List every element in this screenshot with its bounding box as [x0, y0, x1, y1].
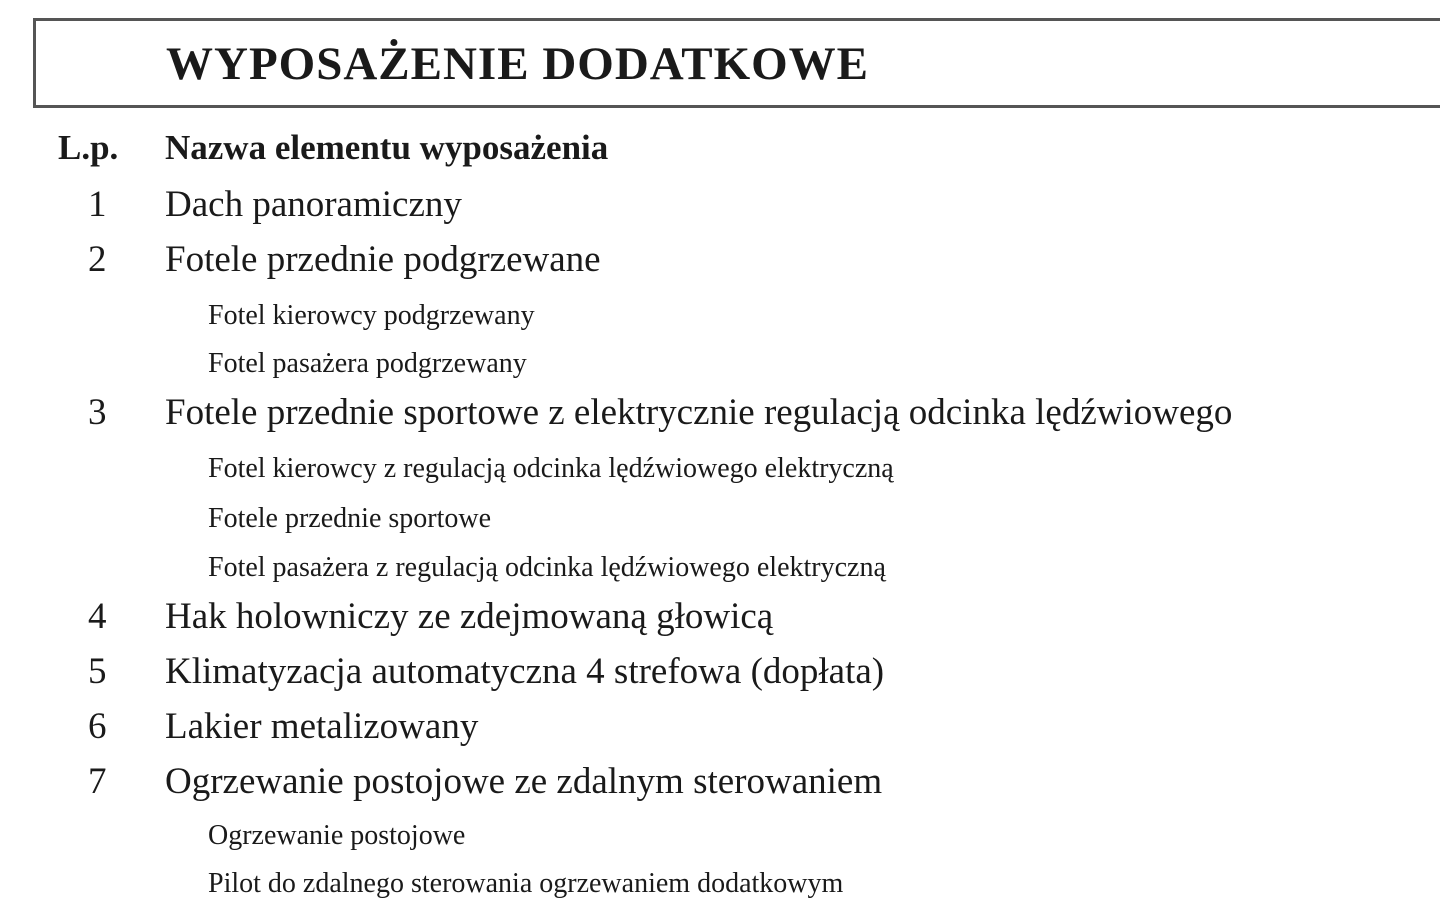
sub-item: Fotele przednie sportowe [208, 503, 492, 534]
item-name: Lakier metalizowany [165, 706, 479, 747]
header-name: Nazwa elementu wyposażenia [165, 128, 609, 167]
sub-item: Fotel kierowcy podgrzewany [208, 300, 535, 331]
sub-item: Fotel pasażera podgrzewany [208, 348, 527, 379]
title-box [33, 18, 1440, 108]
sub-item: Fotel pasażera z regulacją odcinka lędźwiowego elektryczną [208, 552, 886, 583]
item-name: Dach panoramiczny [165, 184, 462, 225]
item-name: Hak holowniczy ze zdejmowaną głowicą [165, 596, 774, 637]
item-name: Fotele przednie sportowe z elektrycznie regulacją odcinka lędźwiowego [165, 392, 1233, 433]
item-number: 2 [88, 239, 107, 280]
item-number: 4 [88, 596, 107, 637]
item-number: 6 [88, 706, 107, 747]
item-number: 3 [88, 392, 107, 433]
item-number: 7 [88, 761, 107, 802]
sub-item: Ogrzewanie postojowe [208, 820, 466, 851]
sub-item: Fotel kierowcy z regulacją odcinka lędźwiowego elektryczną [208, 453, 894, 484]
document-title: WYPOSAŻENIE DODATKOWE [166, 38, 870, 90]
sub-item: Pilot do zdalnego sterowania ogrzewaniem dodatkowym [208, 868, 844, 899]
item-number: 5 [88, 651, 107, 692]
header-lp: L.p. [58, 128, 119, 167]
item-name: Ogrzewanie postojowe ze zdalnym sterowaniem [165, 761, 883, 802]
item-name: Klimatyzacja automatyczna 4 strefowa (dopłata) [165, 651, 885, 692]
item-name: Fotele przednie podgrzewane [165, 239, 601, 280]
item-number: 1 [88, 184, 107, 225]
